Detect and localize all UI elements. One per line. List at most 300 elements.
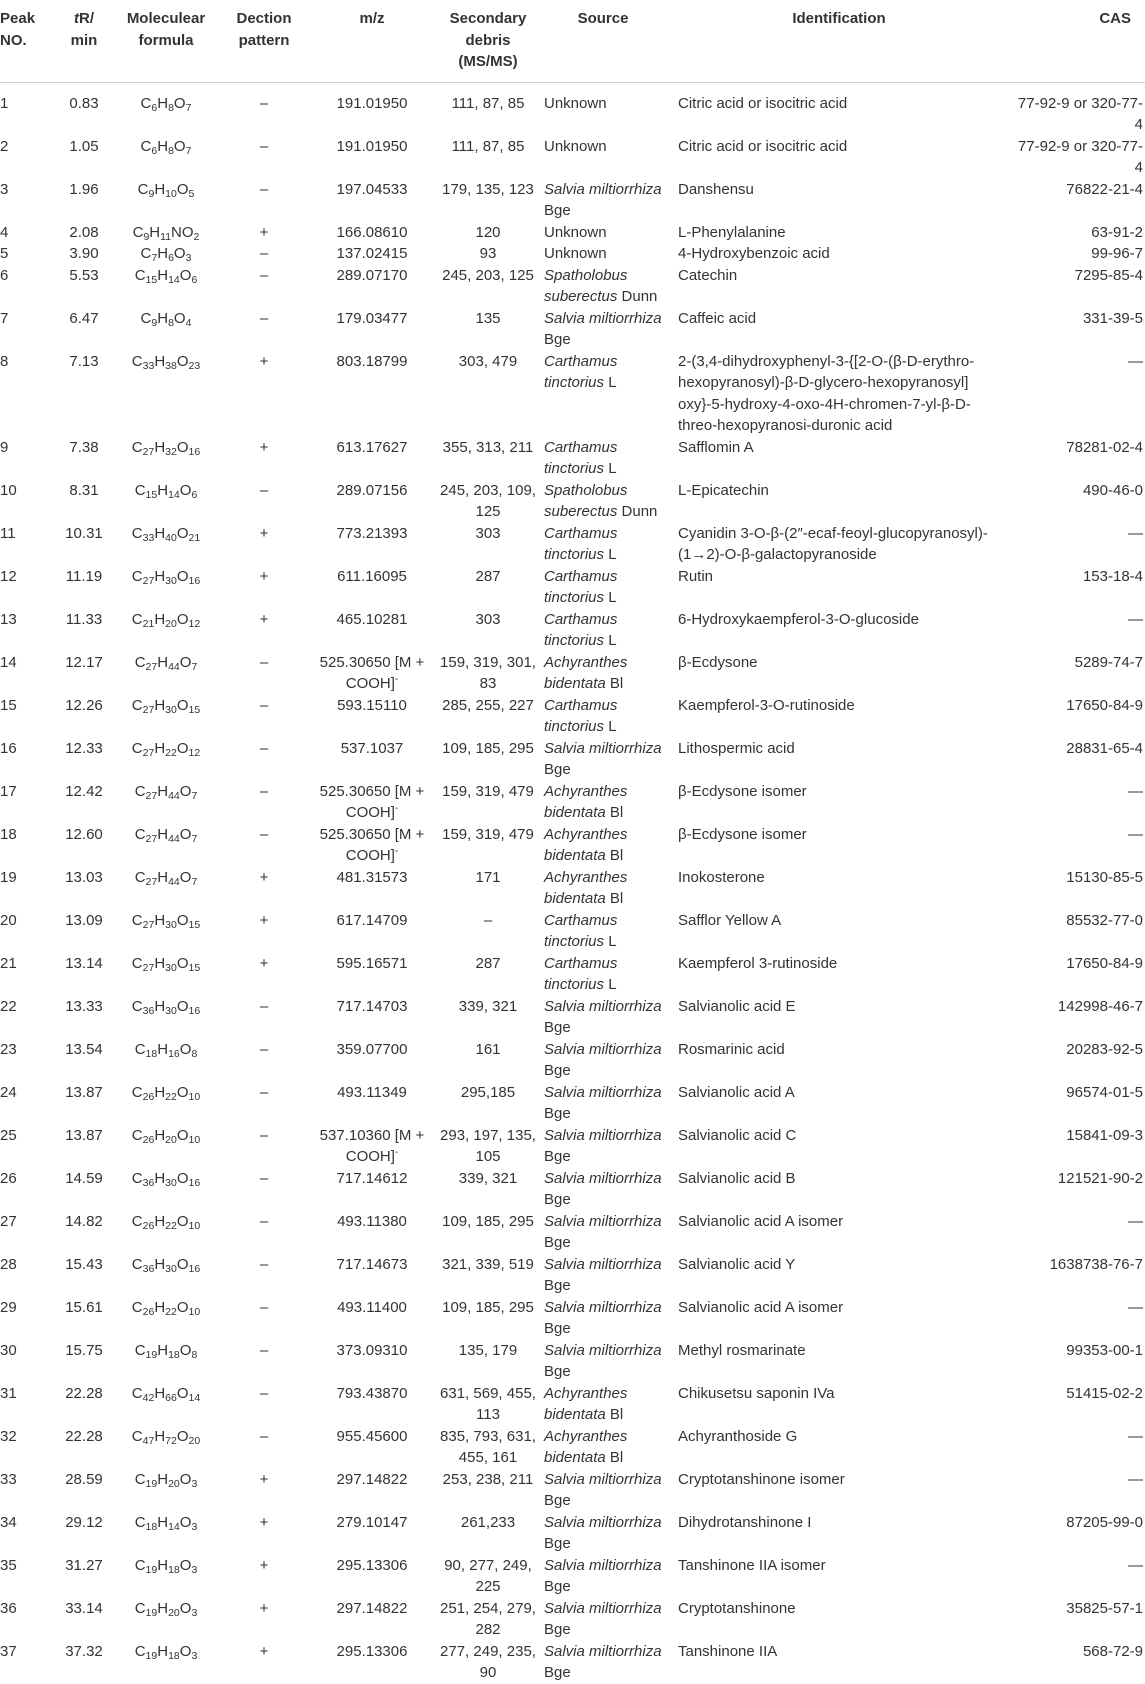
cell-retention-time: 10.31 (65, 524, 103, 542)
table-row (0, 1598, 1145, 1641)
cell-mz: 593.15110 (337, 696, 407, 714)
cell-detection-pattern: + (259, 911, 269, 929)
cell-secondary-debris: 293, 197, 135, 105 (440, 1126, 536, 1165)
cell-formula: $C_9H_{11}NO_2$ (132, 223, 200, 243)
cell-detection-pattern: + (259, 352, 269, 370)
cell-formula: $C_6H_8O_7$ (140, 137, 192, 157)
cell-formula: $C_9H_8O_4$ (140, 309, 192, 329)
cell-detection-pattern: – (259, 1255, 269, 1273)
cell-secondary-debris: 245, 203, 125 (442, 266, 534, 284)
cell-source: Unknown (544, 245, 607, 262)
table-row (0, 480, 1145, 523)
cell-secondary-debris: 339, 321 (458, 1169, 518, 1187)
cell-formula: $C_{18}H_{14}O_3$ (134, 1513, 198, 1533)
table-row (0, 867, 1145, 910)
cell-mz: 289.07170 (336, 266, 408, 284)
cell-cas: — (1128, 825, 1143, 843)
cell-retention-time: 1.96 (69, 180, 99, 198)
cell-secondary-debris: 631, 569, 455, 113 (440, 1384, 536, 1423)
cell-cas: 121521-90-2 (1057, 1169, 1143, 1187)
cell-detection-pattern: + (259, 567, 269, 585)
cell-identification: Dihydrotanshinone I (678, 1513, 812, 1531)
cell-formula: $C_{19}H_{18}O_3$ (134, 1556, 198, 1576)
cell-peak: 1 (0, 94, 9, 112)
cell-peak: 25 (0, 1126, 17, 1144)
cell-cas: 20283-92-5 (1066, 1040, 1143, 1058)
cell-formula: $C_{26}H_{22}O_{10}$ (131, 1298, 201, 1318)
cell-cas: 99-96-7 (1091, 245, 1143, 262)
cell-cas: — (1128, 610, 1143, 628)
cell-retention-time: 12.26 (65, 696, 103, 714)
header-source: Source (577, 10, 629, 27)
cell-mz: 611.16095 (337, 567, 407, 585)
cell-source: Salvia miltiorrhiza Bge (544, 1470, 662, 1509)
cell-cas: 77-92-9 or 320-77-4 (1017, 137, 1143, 176)
cell-secondary-debris: 171 (475, 868, 501, 886)
cell-cas: 490-46-0 (1082, 481, 1143, 499)
cell-source: Salvia miltiorrhiza Bge (544, 1341, 662, 1380)
cell-detection-pattern: – (259, 266, 269, 284)
cell-mz: 537.1037 (340, 739, 404, 757)
table-row (0, 1469, 1145, 1512)
cell-mz: 191.01950 (336, 137, 408, 155)
cell-peak: 20 (0, 911, 17, 929)
cell-secondary-debris: 355, 313, 211 (442, 438, 534, 456)
cell-cas: 96574-01-5 (1066, 1083, 1143, 1101)
cell-secondary-debris: 135 (475, 309, 501, 327)
cell-identification: Rosmarinic acid (678, 1040, 785, 1058)
cell-secondary-debris: 135, 179 (458, 1341, 518, 1359)
cell-cas: 77-92-9 or 320-77-4 (1017, 94, 1143, 133)
cell-retention-time: 13.03 (65, 868, 103, 886)
cell-formula: $C_{27}H_{44}O_7$ (134, 868, 198, 888)
table-row (0, 351, 1145, 437)
cell-formula: $C_{27}H_{44}O_7$ (134, 825, 198, 845)
cell-mz: 493.11380 (337, 1212, 407, 1230)
cell-cas: 142998-46-7 (1057, 997, 1143, 1015)
cell-identification: Caffeic acid (678, 309, 757, 327)
cell-source: Achyranthes bidentata Bl (544, 653, 628, 692)
table-row (0, 1211, 1145, 1254)
cell-peak: 13 (0, 610, 17, 628)
cell-formula: $C_{19}H_{18}O_8$ (134, 1341, 198, 1361)
cell-retention-time: 29.12 (65, 1513, 103, 1531)
cell-mz: 525.30650 [M + COOH]- (319, 653, 425, 692)
cell-formula: $C_{26}H_{20}O_{10}$ (131, 1126, 201, 1146)
cell-peak: 12 (0, 567, 17, 585)
cell-cas: 5289-74-7 (1074, 653, 1143, 671)
cell-secondary-debris: 111, 87, 85 (451, 94, 525, 112)
header-identification: Identification (792, 10, 886, 27)
cell-secondary-debris: 339, 321 (458, 997, 518, 1015)
cell-secondary-debris: 835, 793, 631, 455, 161 (440, 1427, 536, 1466)
cell-retention-time: 6.47 (69, 309, 99, 327)
cell-peak: 26 (0, 1169, 17, 1187)
cell-retention-time: 22.28 (65, 1384, 103, 1402)
table-row (0, 308, 1145, 351)
cell-mz: 481.31573 (336, 868, 408, 886)
cell-retention-time: 15.75 (65, 1341, 103, 1359)
cell-mz: 537.10360 [M + COOH]- (319, 1126, 425, 1165)
cell-detection-pattern: – (259, 1384, 269, 1402)
table-row (0, 996, 1145, 1039)
table-row (0, 953, 1145, 996)
cell-detection-pattern: + (259, 954, 269, 972)
cell-cas: — (1128, 1556, 1143, 1574)
cell-detection-pattern: – (259, 1040, 269, 1058)
cell-peak: 2 (0, 137, 9, 155)
cell-identification: Salvianolic acid C (678, 1126, 797, 1144)
table-row (0, 652, 1145, 695)
cell-secondary-debris: 303, 479 (458, 352, 518, 370)
cell-source: Carthamus tinctorius L (544, 438, 618, 477)
table-header (0, 0, 1145, 82)
cell-formula: $C_{19}H_{20}O_3$ (134, 1470, 198, 1490)
cell-secondary-debris: 285, 255, 227 (442, 696, 534, 714)
cell-identification: Salvianolic acid A isomer (678, 1212, 844, 1230)
cell-retention-time: 12.60 (65, 825, 103, 843)
cell-retention-time: 31.27 (65, 1556, 103, 1574)
table-row (0, 82, 1145, 136)
cell-retention-time: 13.33 (65, 997, 103, 1015)
cell-cas: 153-18-4 (1082, 567, 1143, 585)
cell-mz: 613.17627 (336, 438, 408, 456)
cell-secondary-debris: 253, 238, 211 (442, 1470, 534, 1488)
cell-identification: L-Phenylalanine (678, 223, 786, 241)
table-body (0, 82, 1145, 1684)
cell-detection-pattern: – (259, 696, 269, 714)
table-row (0, 1641, 1145, 1684)
cell-peak: 35 (0, 1556, 17, 1574)
cell-peak: 10 (0, 481, 17, 499)
cell-source: Salvia miltiorrhiza Bge (544, 1169, 662, 1208)
cell-source: Carthamus tinctorius L (544, 954, 618, 993)
table-row (0, 1383, 1145, 1426)
cell-peak: 21 (0, 954, 17, 972)
cell-detection-pattern: – (259, 739, 269, 757)
cell-mz: 803.18799 (336, 352, 408, 370)
cell-mz: 289.07156 (336, 481, 408, 499)
cell-retention-time: 11.33 (65, 610, 103, 628)
cell-peak: 6 (0, 266, 9, 284)
cell-retention-time: 14.82 (65, 1212, 103, 1230)
cell-detection-pattern: + (259, 1470, 269, 1488)
cell-mz: 179.03477 (336, 309, 408, 327)
cell-detection-pattern: + (259, 610, 269, 628)
cell-mz: 279.10147 (336, 1513, 408, 1531)
cell-peak: 18 (0, 825, 17, 843)
cell-source: Unknown (544, 223, 607, 241)
cell-source: Salvia miltiorrhiza Bge (544, 180, 662, 219)
cell-cas: 99353-00-1 (1066, 1341, 1143, 1359)
cell-cas: — (1128, 352, 1143, 370)
cell-peak: 11 (0, 524, 16, 542)
cell-cas: 15841-09-3 (1066, 1126, 1143, 1144)
cell-peak: 5 (0, 245, 9, 262)
cell-peak: 17 (0, 782, 17, 800)
cell-retention-time: 1.05 (69, 137, 99, 155)
cell-cas: 17650-84-9 (1066, 954, 1143, 972)
cell-identification: Salvianolic acid A isomer (678, 1298, 844, 1316)
cell-secondary-debris: 179, 135, 123 (442, 180, 534, 198)
cell-source: Salvia miltiorrhiza Bge (544, 1083, 662, 1122)
header-pattern: Dection pattern (236, 10, 292, 49)
cell-detection-pattern: + (259, 1599, 269, 1617)
cell-retention-time: 11.19 (65, 567, 103, 585)
cell-peak: 23 (0, 1040, 17, 1058)
cell-retention-time: 5.53 (69, 266, 99, 284)
cell-secondary-debris: 120 (475, 223, 501, 241)
cell-formula: $C_{27}H_{30}O_{15}$ (131, 696, 201, 716)
cell-source: Spatholobus suberectus Dunn (544, 481, 658, 520)
cell-peak: 9 (0, 438, 9, 456)
cell-retention-time: 13.54 (65, 1040, 103, 1058)
cell-detection-pattern: – (259, 1298, 269, 1316)
cell-mz: 773.21393 (336, 524, 408, 542)
cell-mz: 793.43870 (336, 1384, 408, 1402)
cell-detection-pattern: – (259, 1427, 269, 1445)
cell-retention-time: 8.31 (69, 481, 99, 499)
cell-formula: $C_{21}H_{20}O_{12}$ (131, 610, 201, 630)
cell-identification: Methyl rosmarinate (678, 1341, 806, 1359)
cell-mz: 297.14822 (336, 1470, 408, 1488)
cell-mz: 955.45600 (336, 1427, 408, 1445)
cell-identification: Catechin (678, 266, 738, 284)
cell-source: Achyranthes bidentata Bl (544, 868, 628, 907)
cell-formula: $C_{27}H_{44}O_7$ (134, 653, 198, 673)
cell-cas: 7295-85-4 (1074, 266, 1143, 284)
cell-source: Unknown (544, 137, 607, 155)
cell-source: Salvia miltiorrhiza Bge (544, 1298, 662, 1337)
cell-detection-pattern: – (259, 997, 269, 1015)
cell-retention-time: 12.17 (65, 653, 103, 671)
cell-formula: $C_{15}H_{14}O_6$ (134, 266, 198, 286)
cell-source: Achyranthes bidentata Bl (544, 1384, 628, 1423)
cell-mz: 297.14822 (336, 1599, 408, 1617)
cell-identification: Salvianolic acid E (678, 997, 796, 1015)
cell-source: Achyranthes bidentata Bl (544, 825, 628, 864)
table-row (0, 695, 1145, 738)
cell-cas: 568-72-9 (1082, 1642, 1143, 1660)
cell-formula: $C_{33}H_{40}O_{21}$ (131, 524, 201, 544)
cell-retention-time: 14.59 (65, 1169, 103, 1187)
cell-retention-time: 7.38 (69, 438, 99, 456)
header-debris: Secondary debris (MS/MS) (449, 10, 527, 70)
cell-secondary-debris: 159, 319, 301, 83 (440, 653, 536, 692)
cell-peak: 15 (0, 696, 17, 714)
cell-secondary-debris: 159, 319, 479 (442, 782, 534, 800)
cell-detection-pattern: + (259, 1556, 269, 1574)
table-row (0, 1168, 1145, 1211)
cell-source: Salvia miltiorrhiza Bge (544, 1255, 662, 1294)
cell-retention-time: 13.87 (65, 1126, 103, 1144)
cell-cas: — (1128, 1212, 1143, 1230)
cell-formula: $C_{19}H_{18}O_3$ (134, 1642, 198, 1662)
cell-formula: $C_{27}H_{44}O_7$ (134, 782, 198, 802)
cell-cas: 17650-84-9 (1066, 696, 1143, 714)
cell-identification: 6-Hydroxykaempferol-3-O-glucoside (678, 610, 919, 628)
cell-secondary-debris: 161 (475, 1040, 501, 1058)
cell-source: Salvia miltiorrhiza Bge (544, 1212, 662, 1251)
table-row (0, 824, 1145, 867)
cell-peak: 8 (0, 352, 9, 370)
cell-source: Salvia miltiorrhiza Bge (544, 1642, 662, 1681)
cell-source: Spatholobus suberectus Dunn (544, 266, 658, 305)
cell-mz: 137.02415 (336, 245, 408, 262)
cell-retention-time: 13.09 (65, 911, 103, 929)
cell-identification: Cryptotanshinone (678, 1599, 796, 1617)
table-row (0, 179, 1145, 222)
table-row (0, 523, 1145, 566)
cell-mz: 717.14703 (336, 997, 408, 1015)
cell-peak: 19 (0, 868, 17, 886)
cell-detection-pattern: + (259, 1642, 269, 1660)
cell-identification: Rutin (678, 567, 714, 585)
table-row (0, 609, 1145, 652)
table-row (0, 1426, 1145, 1469)
cell-identification: Achyranthoside G (678, 1427, 798, 1445)
cell-mz: 295.13306 (336, 1642, 408, 1660)
cell-cas: — (1128, 782, 1143, 800)
cell-secondary-debris: 321, 339, 519 (442, 1255, 534, 1273)
cell-retention-time: 15.61 (65, 1298, 103, 1316)
cell-secondary-debris: 303 (475, 524, 501, 542)
cell-peak: 16 (0, 739, 17, 757)
cell-secondary-debris: 109, 185, 295 (442, 1298, 534, 1316)
cell-peak: 24 (0, 1083, 17, 1101)
cell-identification: Salvianolic acid B (678, 1169, 796, 1187)
cell-mz: 166.08610 (336, 223, 408, 241)
cell-source: Salvia miltiorrhiza Bge (544, 739, 662, 778)
cell-source: Carthamus tinctorius L (544, 352, 618, 391)
cell-identification: β-Ecdysone (678, 653, 758, 671)
cell-source: Carthamus tinctorius L (544, 610, 618, 649)
cell-identification: Salvianolic acid A (678, 1083, 795, 1101)
cell-detection-pattern: – (259, 180, 269, 198)
cell-mz: 197.04533 (336, 180, 408, 198)
cell-retention-time: 15.43 (65, 1255, 103, 1273)
cell-source: Salvia miltiorrhiza Bge (544, 1599, 662, 1638)
cell-cas: 1638738-76-7 (1049, 1255, 1143, 1273)
cell-detection-pattern: – (259, 481, 269, 499)
cell-cas: 28831-65-4 (1066, 739, 1143, 757)
cell-source: Carthamus tinctorius L (544, 696, 618, 735)
cell-identification: Kaempferol 3-rutinoside (678, 954, 838, 972)
table-row (0, 910, 1145, 953)
cell-identification: L-Epicatechin (678, 481, 769, 499)
cell-detection-pattern: + (259, 868, 269, 886)
cell-mz: 373.09310 (336, 1341, 408, 1359)
cell-peak: 33 (0, 1470, 17, 1488)
cell-peak: 36 (0, 1599, 17, 1617)
cell-retention-time: 33.14 (65, 1599, 103, 1617)
cell-retention-time: 22.28 (65, 1427, 103, 1445)
cell-detection-pattern: – (259, 1341, 269, 1359)
cell-detection-pattern: – (259, 309, 269, 327)
cell-source: Salvia miltiorrhiza Bge (544, 309, 662, 348)
table-row (0, 566, 1145, 609)
cell-secondary-debris: 90, 277, 249, 225 (444, 1556, 532, 1595)
cell-identification: β-Ecdysone isomer (678, 782, 807, 800)
cell-peak: 27 (0, 1212, 17, 1230)
cell-identification: Salvianolic acid Y (678, 1255, 796, 1273)
cell-peak: 37 (0, 1642, 17, 1660)
cell-identification: Chikusetsu saponin IVa (678, 1384, 835, 1402)
header-peak: Peak NO. (0, 10, 36, 49)
cell-identification: Citric acid or isocitric acid (678, 94, 848, 112)
cell-secondary-debris: 303 (475, 610, 501, 628)
cell-detection-pattern: – (259, 245, 269, 262)
cell-mz: 493.11349 (337, 1083, 407, 1101)
table-row (0, 136, 1145, 179)
table-row (0, 1082, 1145, 1125)
cell-cas: — (1128, 1470, 1143, 1488)
cell-detection-pattern: – (259, 137, 269, 155)
cell-source: Salvia miltiorrhiza Bge (544, 1513, 662, 1552)
cell-detection-pattern: + (259, 524, 269, 542)
cell-secondary-debris: 109, 185, 295 (442, 1212, 534, 1230)
cell-detection-pattern: – (259, 94, 269, 112)
cell-formula: $C_{27}H_{30}O_{15}$ (131, 954, 201, 974)
cell-source: Carthamus tinctorius L (544, 567, 618, 606)
cell-secondary-debris: 111, 87, 85 (451, 137, 525, 155)
cell-source: Salvia miltiorrhiza Bge (544, 1556, 662, 1595)
cell-source: Unknown (544, 94, 607, 112)
cell-secondary-debris: 109, 185, 295 (442, 739, 534, 757)
cell-retention-time: 37.32 (65, 1642, 103, 1660)
cell-retention-time: 13.14 (65, 954, 103, 972)
cell-cas: — (1128, 524, 1143, 542)
cell-cas: 78281-02-4 (1066, 438, 1143, 456)
cell-mz: 359.07700 (336, 1040, 408, 1058)
table-row (0, 1039, 1145, 1082)
cell-peak: 29 (0, 1298, 17, 1316)
header-mz: m/z (359, 10, 385, 27)
cell-mz: 525.30650 [M + COOH]- (319, 782, 425, 821)
cell-retention-time: 28.59 (65, 1470, 103, 1488)
cell-mz: 191.01950 (336, 94, 408, 112)
cell-detection-pattern: + (259, 223, 269, 241)
cell-mz: 595.16571 (336, 954, 408, 972)
cell-secondary-debris: 261,233 (460, 1513, 516, 1531)
cell-cas: 15130-85-5 (1066, 868, 1143, 886)
cell-secondary-debris: – (483, 911, 493, 929)
cell-identification: β-Ecdysone isomer (678, 825, 807, 843)
cell-identification: Safflomin A (678, 438, 754, 456)
cell-formula: $C_6H_8O_7$ (140, 94, 192, 114)
cell-formula: $C_{26}H_{22}O_{10}$ (131, 1083, 201, 1103)
cell-formula: $C_{36}H_{30}O_{16}$ (131, 1255, 201, 1275)
cell-identification: 2-(3,4-dihydroxyphenyl-3-{[2-O-(β-D-erythro-hexopyranosyl)-β-D-glycero-hexopyranosyl] oxy}-5-hydroxy-4-oxo-4H-chromen-7-yl-β-D-threo-hexopyranosi-duronic acid (678, 352, 975, 434)
cell-source: Carthamus tinctorius L (544, 524, 618, 563)
cell-peak: 32 (0, 1427, 17, 1445)
cell-mz: 295.13306 (336, 1556, 408, 1574)
cell-cas: 51415-02-2 (1066, 1384, 1143, 1402)
cell-cas: 331-39-5 (1082, 309, 1143, 327)
cell-formula: $C_{18}H_{16}O_8$ (134, 1040, 198, 1060)
cell-peak: 14 (0, 653, 17, 671)
cell-formula: $C_{27}H_{30}O_{15}$ (131, 911, 201, 931)
cell-retention-time: 12.42 (65, 782, 103, 800)
cell-secondary-debris: 295,185 (460, 1083, 516, 1101)
cell-identification: Tanshinone IIA (678, 1642, 778, 1660)
cell-formula: $C_{42}H_{66}O_{14}$ (131, 1384, 201, 1404)
cell-detection-pattern: – (259, 1083, 269, 1101)
table-row (0, 781, 1145, 824)
cell-detection-pattern: – (259, 825, 269, 843)
cell-retention-time: 12.33 (65, 739, 103, 757)
cell-formula: $C_{33}H_{38}O_{23}$ (131, 352, 201, 372)
